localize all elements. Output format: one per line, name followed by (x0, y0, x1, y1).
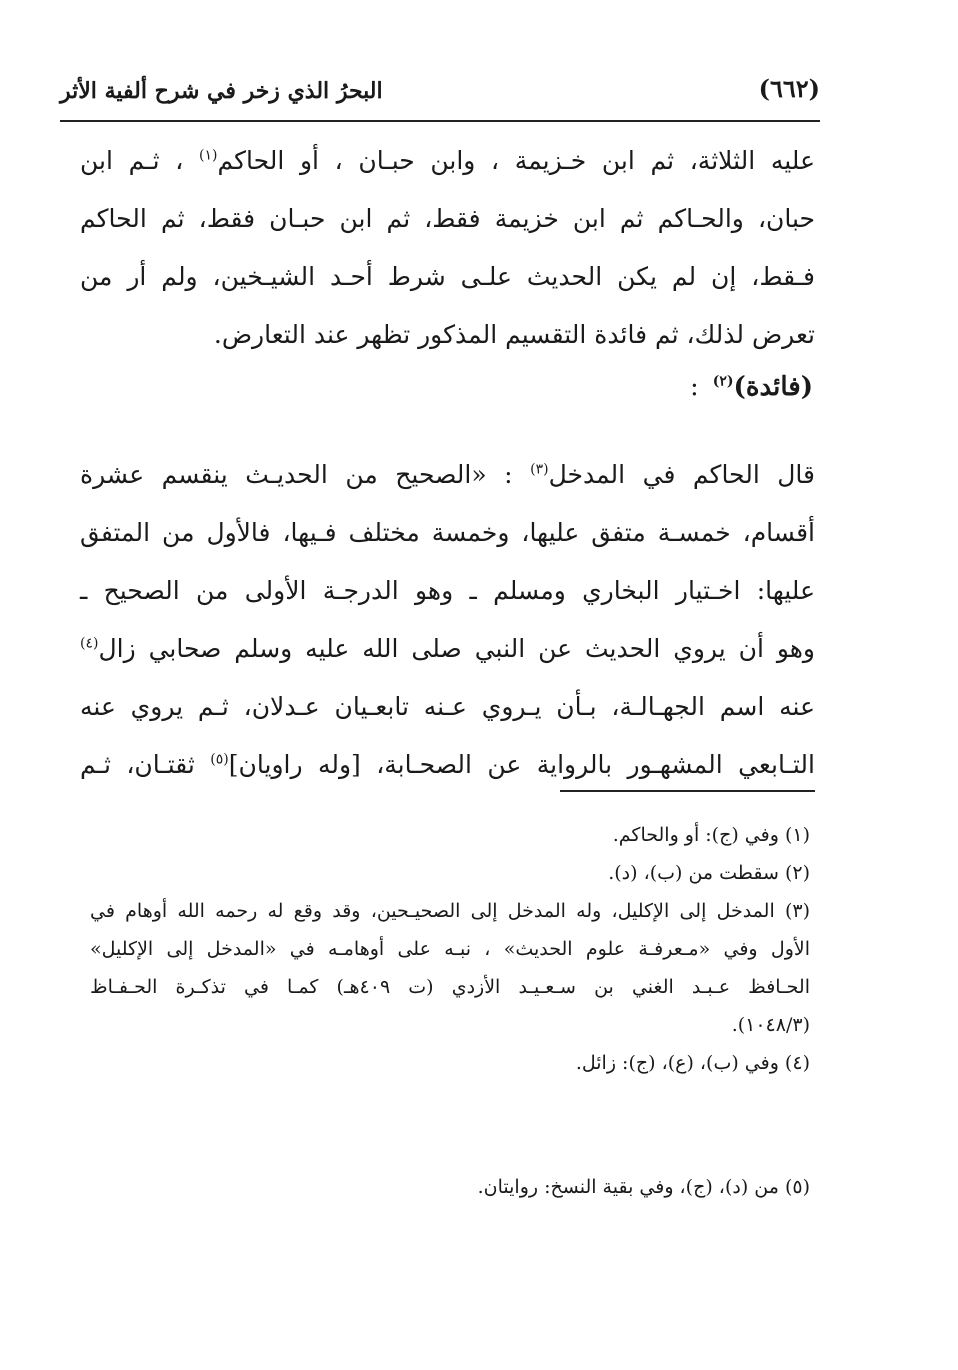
footnotes (90, 816, 810, 1082)
footnote-3-line: (١٠٤٨/٣). (731, 1014, 810, 1036)
footnote-divider (560, 790, 815, 792)
running-title: البحرُ الذي زخر في شرح ألفية الأثر (60, 78, 383, 104)
body-line: عليها: اخـتيار البخاري ومسلم ـ وهو الدرجـة الأولى من الصحيح ـ (80, 576, 815, 605)
footnote-marker: (٢) (712, 373, 734, 390)
body-line: حبان، والحـاكم ثم ابن خزيمة فقط، ثم ابن حبـان فقط، ثم الحاكم (80, 204, 815, 233)
footnote-5-block (90, 1168, 810, 1206)
body-line: فـقط، إن لم يكن الحديث علـى شرط أحـد الشيـخين، ولم أر من (80, 262, 815, 291)
paragraph-2 (80, 446, 815, 794)
page-number: (٦٦٢) (758, 74, 820, 103)
footnote-marker: (٣) (530, 461, 549, 478)
body-line: أقسام، خمسـة متفق عليها، وخمسة مختلف فـيها، فالأول من المتفق (80, 518, 815, 547)
page-header (60, 70, 820, 118)
section-heading: (فائدة)$^{(٢)}$: (689, 372, 813, 402)
footnote-marker: (٥) (210, 751, 229, 768)
body-line: قال الحاكم في المدخل$^{(٣)}$ : «الصحيح من الحديـث ينقسم عشرة (80, 460, 815, 489)
footnote-3-line: الأول وفي «مـعرفـة علوم الحديث» ، نبـه على أوهامـه في «المدخل إلى الإكليل» (90, 938, 810, 960)
body-line: وهو أن يروي الحديث عن النبي صلى الله عليه وسلم صحابي زال$^{(٤)}$ (80, 634, 815, 663)
body-line: عنه اسم الجهـالـة، بـأن يـروي عـنه تابعـيان عـدلان، ثـم يروي عنه (80, 692, 815, 721)
footnote-marker: (١) (198, 147, 218, 164)
body-line: عليه الثلاثة، ثم ابن خـزيمة ، وابن حبـان ، أو الحاكم$^{(١)}$ ، ثـم ابن (80, 146, 815, 175)
body-line: تعرض لذلك، ثم فائدة التقسيم المذكور تظهر عند التعارض. (213, 320, 815, 349)
footnote-1: (١) وفي (ج): أو والحاكم. (612, 824, 810, 846)
footnote-5: (٥) من (د)، (ج)، وفي بقية النسخ: روايتان. (477, 1176, 810, 1198)
footnote-marker: (٤) (80, 635, 99, 652)
header-divider (60, 120, 820, 122)
footnote-3-line: (٣) المدخل إلى الإكليل، وله المدخل إلى الصحيـحين، وقد وقع له رحمه الله أوهام في (90, 900, 810, 922)
paragraph-1 (80, 132, 815, 364)
footnote-3-line: الحـافظ عـبـد الغني بن سـعـيـد الأزدي (ت ٤٠٩هـ) كمـا في تذكـرة الحـفـاظ (90, 976, 810, 998)
footnote-2: (٢) سقطت من (ب)، (د). (608, 862, 810, 884)
body-line: التـابعي المشهـور بالرواية عن الصحـابة، [وله راويان]$^{(٥)}$ ثقتـان، ثـم (80, 750, 815, 779)
footnote-4: (٤) وفي (ب)، (ع)، (ج): زائل. (575, 1052, 810, 1074)
